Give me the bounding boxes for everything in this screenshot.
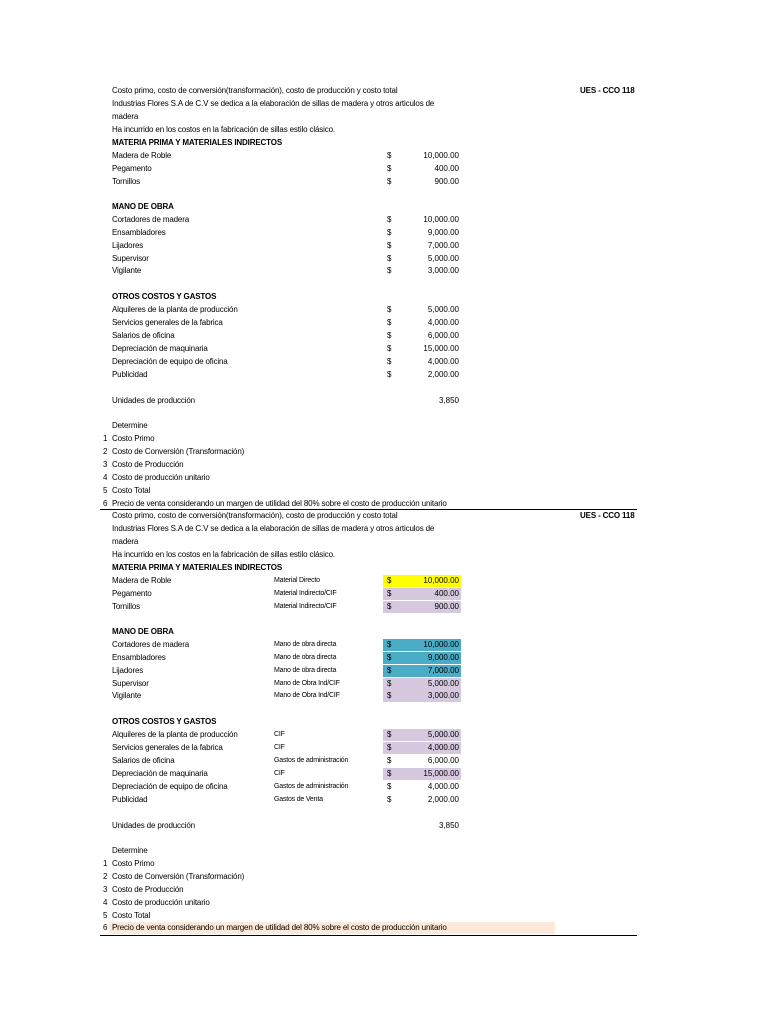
item-label: Cortadores de madera xyxy=(112,215,190,224)
determine-item: Costo de Producción xyxy=(112,885,184,894)
item-amount: 10,000.00 xyxy=(423,215,459,224)
item-label: Supervisor xyxy=(112,254,149,263)
currency-sign: $ xyxy=(387,730,392,739)
currency-sign: $ xyxy=(387,666,392,675)
item-amount: 7,000.00 xyxy=(427,241,459,250)
item-label: Publicidad xyxy=(112,795,148,804)
currency-sign: $ xyxy=(387,679,392,688)
currency-sign: $ xyxy=(387,164,392,173)
intro-line-1: Industrias Flores S.A de C.V se dedica a la elaboración de sillas de madera y otros articulos de xyxy=(112,99,435,108)
units-label: Unidades de producción xyxy=(112,396,195,405)
item-classification: CIF xyxy=(274,744,285,751)
item-classification: Gastos de Venta xyxy=(274,796,323,803)
currency-sign: $ xyxy=(387,331,392,340)
intro-line-2: madera xyxy=(112,112,139,121)
item-amount: 4,000.00 xyxy=(427,743,459,752)
currency-sign: $ xyxy=(387,266,392,275)
currency-sign: $ xyxy=(387,782,392,791)
currency-sign: $ xyxy=(387,228,392,237)
determine-num: 3 xyxy=(103,460,108,469)
section-materia: MATERIA PRIMA Y MATERIALES INDIRECTOS xyxy=(112,138,283,147)
units-value: 3,850 xyxy=(438,821,459,830)
item-label: Pegamento xyxy=(112,164,152,173)
determine-num: 6 xyxy=(103,923,108,932)
item-amount: 10,000.00 xyxy=(423,151,459,160)
item-label: Depreciación de equipo de oficina xyxy=(112,357,228,366)
item-label: Madera de Roble xyxy=(112,151,172,160)
currency-sign: $ xyxy=(387,357,392,366)
determine-num: 4 xyxy=(103,898,108,907)
currency-sign: $ xyxy=(387,743,392,752)
determine-item: Costo Primo xyxy=(112,434,155,443)
item-amount: 4,000.00 xyxy=(427,318,459,327)
intro-line-3: Ha incurrido en los costos en la fabricación de sillas estilo clásico. xyxy=(112,550,335,559)
item-label: Cortadores de madera xyxy=(112,640,190,649)
intro-line-2: madera xyxy=(112,537,139,546)
sheet-title: Costo primo, costo de conversión(transformación), costo de producción y costo total xyxy=(112,511,398,520)
currency-sign: $ xyxy=(387,370,392,379)
item-label: Servicios generales de la fabrica xyxy=(112,743,223,752)
item-label: Depreciación de maquinaria xyxy=(112,769,208,778)
determine-num: 5 xyxy=(103,911,108,920)
course-code: UES - CCO 118 xyxy=(580,86,635,95)
item-label: Lijadores xyxy=(112,666,144,675)
divider xyxy=(100,935,637,936)
item-label: Salarios de oficina xyxy=(112,756,175,765)
item-classification: CIF xyxy=(274,731,285,738)
sheet-title: Costo primo, costo de conversión(transformación), costo de producción y costo total xyxy=(112,86,398,95)
determine-item: Costo de Conversión (Transformación) xyxy=(112,872,245,881)
item-amount: 400.00 xyxy=(434,164,459,173)
item-amount: 7,000.00 xyxy=(427,666,459,675)
item-amount: 3,000.00 xyxy=(427,691,459,700)
determine-item: Costo de Producción xyxy=(112,460,184,469)
currency-sign: $ xyxy=(387,602,392,611)
determine-num: 1 xyxy=(103,859,108,868)
item-label: Alquileres de la planta de producción xyxy=(112,730,238,739)
item-classification: Material Indirecto/CIF xyxy=(274,590,337,597)
item-amount: 10,000.00 xyxy=(423,640,459,649)
currency-sign: $ xyxy=(387,254,392,263)
item-amount: 9,000.00 xyxy=(427,228,459,237)
currency-sign: $ xyxy=(387,769,392,778)
units-value: 3,850 xyxy=(438,396,459,405)
currency-sign: $ xyxy=(387,795,392,804)
item-classification: Mano de Obra Ind/CIF xyxy=(274,692,340,699)
determine-item: Costo de producción unitario xyxy=(112,898,210,907)
determine-item: Precio de venta considerando un margen de utilidad del 80% sobre el costo de producción unitario xyxy=(112,923,447,932)
item-label: Lijadores xyxy=(112,241,144,250)
item-classification: CIF xyxy=(274,770,285,777)
item-label: Depreciación de maquinaria xyxy=(112,344,208,353)
item-label: Madera de Roble xyxy=(112,576,172,585)
determine-title: Determine xyxy=(112,421,148,430)
currency-sign: $ xyxy=(387,151,392,160)
intro-line-1: Industrias Flores S.A de C.V se dedica a la elaboración de sillas de madera y otros articulos de xyxy=(112,524,435,533)
currency-sign: $ xyxy=(387,241,392,250)
item-classification: Mano de obra directa xyxy=(274,667,337,674)
item-label: Supervisor xyxy=(112,679,149,688)
item-amount: 4,000.00 xyxy=(427,357,459,366)
section-otros: OTROS COSTOS Y GASTOS xyxy=(112,717,217,726)
item-label: Ensambladores xyxy=(112,228,166,237)
determine-item: Precio de venta considerando un margen de utilidad del 80% sobre el costo de producción unitario xyxy=(112,499,447,508)
item-label: Tornillos xyxy=(112,602,140,611)
currency-sign: $ xyxy=(387,215,392,224)
currency-sign: $ xyxy=(387,344,392,353)
currency-sign: $ xyxy=(387,318,392,327)
item-amount: 10,000.00 xyxy=(423,576,459,585)
item-amount: 2,000.00 xyxy=(427,795,459,804)
item-classification: Gastos de administración xyxy=(274,783,349,790)
item-amount: 4,000.00 xyxy=(427,782,459,791)
course-code: UES - CCO 118 xyxy=(580,511,635,520)
determine-item: Costo Total xyxy=(112,911,151,920)
item-amount: 6,000.00 xyxy=(427,331,459,340)
currency-sign: $ xyxy=(387,305,392,314)
item-amount: 5,000.00 xyxy=(427,679,459,688)
units-label: Unidades de producción xyxy=(112,821,195,830)
determine-num: 4 xyxy=(103,473,108,482)
section-mano: MANO DE OBRA xyxy=(112,202,174,211)
item-classification: Material Directo xyxy=(274,577,320,584)
item-classification: Gastos de administración xyxy=(274,757,349,764)
item-amount: 9,000.00 xyxy=(427,653,459,662)
determine-num: 2 xyxy=(103,447,108,456)
item-amount: 15,000.00 xyxy=(423,344,459,353)
determine-item: Costo Total xyxy=(112,486,151,495)
item-amount: 900.00 xyxy=(434,177,459,186)
item-classification: Material Indirecto/CIF xyxy=(274,603,337,610)
item-label: Depreciación de equipo de oficina xyxy=(112,782,228,791)
item-amount: 15,000.00 xyxy=(423,769,459,778)
item-amount: 2,000.00 xyxy=(427,370,459,379)
determine-item: Costo de Conversión (Transformación) xyxy=(112,447,245,456)
determine-item: Costo Primo xyxy=(112,859,155,868)
item-label: Alquileres de la planta de producción xyxy=(112,305,238,314)
currency-sign: $ xyxy=(387,691,392,700)
currency-sign: $ xyxy=(387,589,392,598)
item-amount: 900.00 xyxy=(434,602,459,611)
currency-sign: $ xyxy=(387,653,392,662)
item-label: Servicios generales de la fabrica xyxy=(112,318,223,327)
item-amount: 400.00 xyxy=(434,589,459,598)
determine-item: Costo de producción unitario xyxy=(112,473,210,482)
currency-sign: $ xyxy=(387,576,392,585)
item-amount: 5,000.00 xyxy=(427,730,459,739)
determine-title: Determine xyxy=(112,846,148,855)
item-amount: 6,000.00 xyxy=(427,756,459,765)
determine-num: 1 xyxy=(103,434,108,443)
item-label: Vigilante xyxy=(112,691,142,700)
item-amount: 5,000.00 xyxy=(427,305,459,314)
item-classification: Mano de obra directa xyxy=(274,654,337,661)
item-label: Pegamento xyxy=(112,589,152,598)
item-label: Salarios de oficina xyxy=(112,331,175,340)
item-classification: Mano de obra directa xyxy=(274,641,337,648)
section-otros: OTROS COSTOS Y GASTOS xyxy=(112,292,217,301)
currency-sign: $ xyxy=(387,756,392,765)
currency-sign: $ xyxy=(387,177,392,186)
item-amount: 3,000.00 xyxy=(427,266,459,275)
determine-num: 2 xyxy=(103,872,108,881)
determine-num: 5 xyxy=(103,486,108,495)
section-mano: MANO DE OBRA xyxy=(112,627,174,636)
determine-num: 3 xyxy=(103,885,108,894)
currency-sign: $ xyxy=(387,640,392,649)
section-materia: MATERIA PRIMA Y MATERIALES INDIRECTOS xyxy=(112,563,283,572)
item-label: Ensambladores xyxy=(112,653,166,662)
item-classification: Mano de Obra Ind/CIF xyxy=(274,680,340,687)
item-amount: 5,000.00 xyxy=(427,254,459,263)
determine-num: 6 xyxy=(103,499,108,508)
item-label: Tornillos xyxy=(112,177,140,186)
item-label: Publicidad xyxy=(112,370,148,379)
item-label: Vigilante xyxy=(112,266,142,275)
intro-line-3: Ha incurrido en los costos en la fabricación de sillas estilo clásico. xyxy=(112,125,335,134)
